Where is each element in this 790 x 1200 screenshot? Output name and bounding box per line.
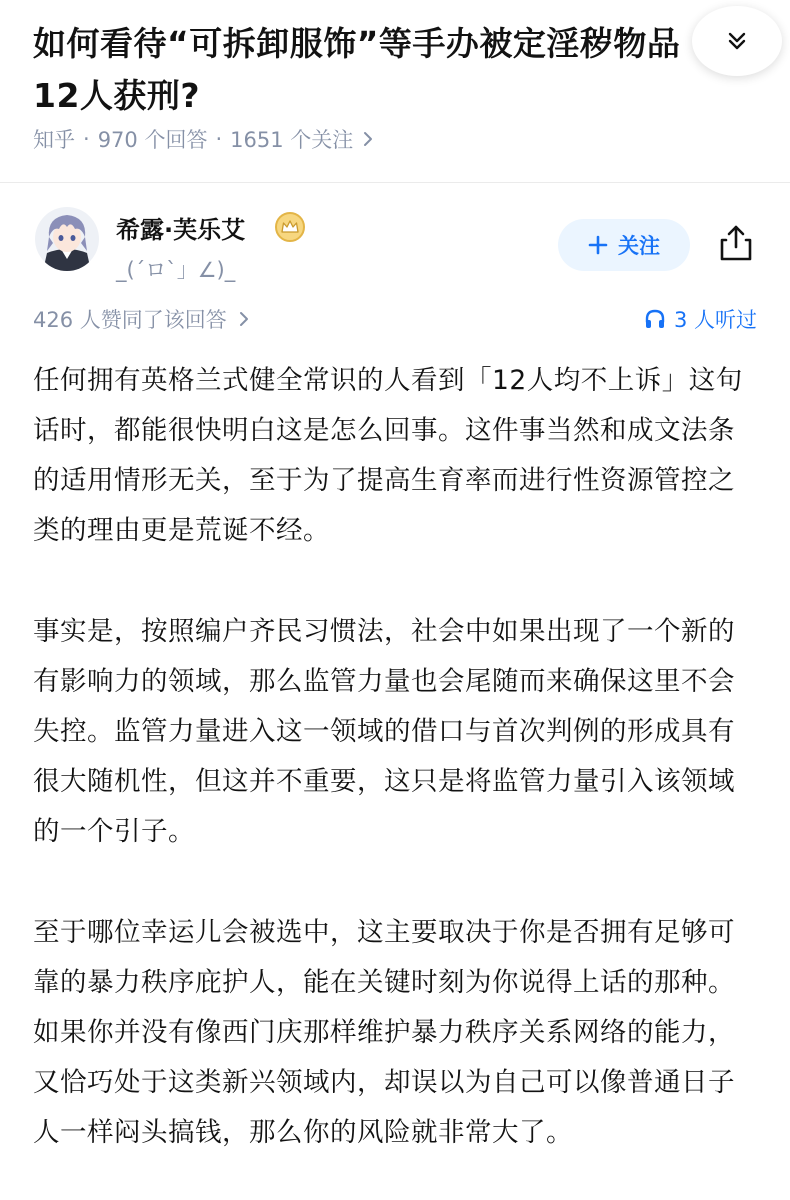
listen-button[interactable] <box>644 304 757 334</box>
avatar[interactable] <box>35 207 99 271</box>
collapse-button[interactable] <box>692 6 782 76</box>
answer-paragraph: 事实是，按照编户齐民习惯法，社会中如果出现了一个新的有影响力的领域，那么监管力量也会尾随而来确保这里不会失控。监管力量进入这一领域的借口与首次判例的形成具有很大随机性，但这并不重要，这只是将监管力量引入该领域的一个引子。 <box>33 616 735 847</box>
chevron-right-icon <box>237 310 251 328</box>
answer-body <box>33 356 753 1200</box>
share-button[interactable] <box>714 221 758 265</box>
plus-icon <box>588 235 608 255</box>
headphones-icon <box>644 308 666 330</box>
crown-badge-icon[interactable] <box>274 211 306 243</box>
follower-count: 1651 个关注 <box>230 128 354 152</box>
chevron-right-icon <box>361 130 375 148</box>
source-label: 知乎 <box>33 128 75 152</box>
answer-meta-row <box>0 300 790 340</box>
question-title[interactable]: 如何看待“可拆卸服饰”等手办被定淫秽物品 12人获刑? <box>33 24 681 115</box>
header-divider <box>0 182 790 183</box>
answer-paragraph: 至于哪位幸运儿会被选中，这主要取决于你是否拥有足够可靠的暴力秩序庇护人，能在关键时刻为你说得上话的那种。如果你并没有像西门庆那样维护暴力秩序关系网络的能力，又恰巧处于这类新兴领域内，却误以为自己可以像普通日子人一样闷头搞钱，那么你的风险就非常大了。 <box>33 917 735 1148</box>
answer-count: 970 个回答 <box>97 128 208 152</box>
vote-summary[interactable] <box>33 304 251 334</box>
author-bio: _(´ロ`」∠)_ <box>116 258 236 282</box>
meta-separator: · <box>215 127 223 151</box>
listener-count: 3 人听过 <box>673 308 757 332</box>
meta-separator: · <box>83 127 90 151</box>
answer-paragraph: 任何拥有英格兰式健全常识的人看到「12人均不上诉」这句话时，都能很快明白这是怎么回事。这件事当然和成文法条的适用情形无关，至于为了提高生育率而进行性资源管控之类的理由更是荒诞不经。 <box>33 365 743 546</box>
follow-button[interactable] <box>558 219 690 271</box>
share-icon <box>718 224 754 262</box>
chevron-double-down-icon <box>725 29 749 53</box>
author-name[interactable]: 希露·芙乐艾 <box>116 216 246 244</box>
follow-label: 关注 <box>618 234 660 258</box>
question-meta[interactable] <box>33 124 375 154</box>
question-header <box>0 0 790 182</box>
anime-avatar-image <box>35 207 99 271</box>
vote-count: 426 人赞同了该回答 <box>33 308 227 332</box>
author-card <box>0 196 790 296</box>
